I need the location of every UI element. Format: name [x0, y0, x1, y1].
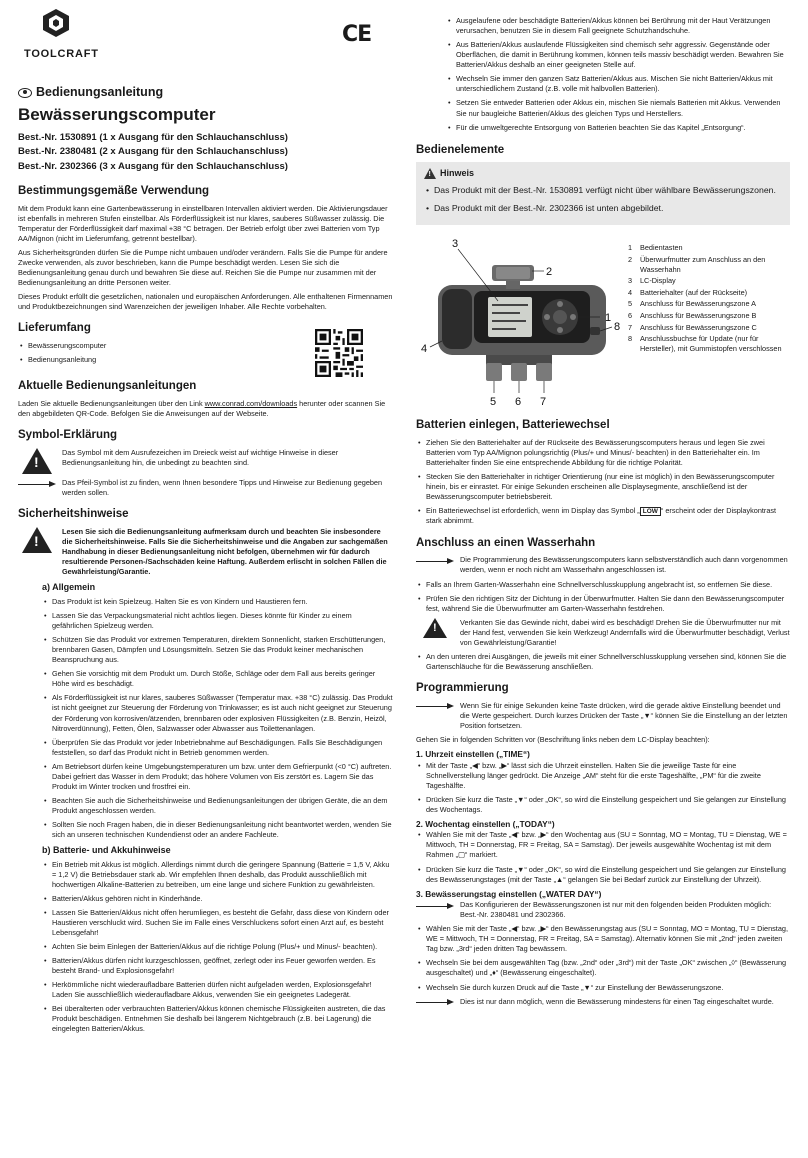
step-list [416, 830, 790, 884]
list-item: • Schützen Sie das Produkt vor extremen Temperaturen, direktem Sonnenlicht, starken Erschütterungen, brennbaren Gasen, Dämpfen und Lösungsmitteln. Setzen Sie das Produkt keiner mechanischen Beanspruchung aus. [42, 635, 393, 665]
doc-type [18, 84, 393, 101]
hint-box [416, 162, 790, 225]
step-list [416, 761, 790, 815]
section-heading-controls: Bedienelemente [416, 143, 505, 156]
battery-list-cont [446, 16, 790, 133]
warning-icon: ! [423, 618, 447, 638]
paragraph: Aus Sicherheitsgründen dürfen Sie die Pumpe nicht umbauen und/oder verändern. Falls Sie die Pumpe für andere Zwecke verwenden, als zuvor beschrieben, kann die Pumpe beschädigt werden. Lesen Sie sich die Bedienungsanleitung genau durch und bewahren Sie diese auf. Reichen Sie die Pumpe nur zusammen mit der Bedienungsanleitung an dritte Personen weiter. [18, 247, 388, 288]
step-note [416, 900, 790, 920]
brand-logo [24, 8, 99, 62]
doc-type-label: Bedienungsanleitung [36, 85, 164, 99]
subheading-general: a) Allgemein [42, 582, 96, 593]
list-item: • Aus Batterien/Akkus auslaufende Flüssigkeiten sind chemisch sehr aggressiv. Gegenstände oder Oberflächen, die damit in Berührung kommen, können teils massiv beschädigt werden. Bewahren Sie Batterien/Akkus deshalb an einer geeigneten Stelle auf. [446, 40, 790, 70]
list-item: • Wechseln Sie durch kurzen Druck auf die Taste „▼“ zur Einstellung der Bewässerungszone. [416, 983, 790, 993]
list-item: • Lassen Sie Batterien/Akkus nicht offen herumliegen, es besteht die Gefahr, dass diese von Kindern oder Haustieren verschluckt wird. Suchen Sie im Falle eines Verschluckens sofort einen Arzt auf, es besteht Lebensgefahr! [42, 908, 393, 938]
eye-icon [18, 88, 32, 98]
callout-8: 8 [614, 321, 621, 334]
callout-5: 5 [490, 396, 497, 409]
batteries-list [416, 438, 790, 527]
battery-list [42, 860, 393, 1035]
section-heading-symbols: Symbol-Erklärung [18, 429, 118, 442]
warning-text: Verkanten Sie das Gewinde nicht, dabei wird es beschädigt! Drehen Sie die Überwurfmutter nur mit der Hand fest, verwenden Sie kein Werkzeug! Andernfalls wird die Überwurfmutter beschädigt, Verlust von Gewährleistung/Garantie! [460, 617, 790, 647]
legend-number: 3 [628, 276, 633, 286]
legend-number: 7 [628, 322, 633, 332]
legend-text: Bedientasten [640, 243, 683, 253]
list-item: • Drücken Sie kurz die Taste „▼“ oder „OK“, so wird die Einstellung gespeichert und Sie gelangen zur Einstellung des Bewässerungstages (mit der Taste „▲“ gelangen Sie bei Bedarf zurück zur Einstellung der Uhrzeit). [416, 865, 790, 885]
note-text: Wenn Sie für einige Sekunden keine Taste drücken, wird die gerade aktive Einstellung beendet und die Werte gespeichert. Durch kurzes Drücken der Taste „▼“ können Sie die Einstellung an der letzten Position fortsetzen. [460, 700, 788, 731]
step-heading-today: 2. Wochentag einstellen („TODAY“) [416, 818, 555, 829]
list-item: • Beachten Sie auch die Sicherheitshinweise und Bedienungsanleitungen der übrigen Geräte, die an dem Produkt angeschlossen werden. [42, 796, 393, 816]
legend-number: 4 [628, 287, 633, 297]
symbol-row-arrow [18, 478, 393, 498]
note-text: Dies ist nur dann möglich, wenn die Bewässerung mindestens für einen Tag eingeschaltet wurde. [460, 996, 774, 1006]
legend-number: 6 [628, 310, 633, 320]
list-item: • Herkömmliche nicht wiederaufladbare Batterien dürfen nicht aufgeladen werden, Explosionsgefahr! Laden Sie ausschließlich wiederaufladbare Akkus, verwenden Sie ein geeignetes Ladegerät. [42, 980, 393, 1000]
legend-item [628, 276, 790, 286]
subheading-battery: b) Batterie- und Akkuhinweise [42, 845, 171, 856]
legend-number: 2 [628, 254, 633, 264]
list-item: • Gehen Sie vorsichtig mit dem Produkt um. Durch Stöße, Schläge oder dem Fall aus bereits geringer Höhe wird es beschädigt. [42, 669, 393, 689]
step-heading-waterday: 3. Bewässerungstag einstellen („WATER DAY“) [416, 888, 602, 899]
hint-title [424, 167, 782, 179]
legend-item [628, 323, 790, 333]
list-item: • Als Förderflüssigkeit ist nur klares, sauberes Süßwasser (Temperatur max. +38 °C) zulässig. Das Produkt ist nicht geeignet zur Steuerung der Förderung von Trinkwasser; es ist auch nicht geeignet zur Steuerung der Förderung von korrosiven/ätzenden, brennbaren oder explosiven Flüssigkeiten (z.B. Benzin, Heizöl, Nitroverdünnung), Fetten, Ölen, Salzwasser oder Abwasser aus Toilettenanlagen. [42, 693, 393, 733]
toolcraft-logo-icon [41, 8, 71, 38]
general-list [42, 597, 393, 840]
note-text: Die Programmierung des Bewässerungscomputers kann selbstverständlich auch dann vorgenommen werden, wenn er noch nicht am Wasserhahn angeschlossen ist. [460, 555, 788, 575]
section-heading-use: Bestimmungsgemäße Verwendung [18, 184, 210, 197]
list-item: • Batterien/Akkus gehören nicht in Kinderhände. [42, 894, 393, 904]
hint-title-label: Hinweis [440, 168, 475, 179]
section-heading-batteries: Batterien einlegen, Batteriewechsel [416, 419, 610, 432]
legend-item [628, 334, 790, 354]
list-item: • Das Produkt mit der Best.-Nr. 1530891 verfügt nicht über wählbare Bewässerungszonen. [424, 184, 782, 197]
warning-icon: ! [22, 448, 52, 474]
list-item: • Bei überalterten oder verbrauchten Batterien/Akkus können chemische Flüssigkeiten austreten, die das Produkt beschädigen. Entnehmen Sie deshalb bei längerem Nichtgebrauch (z.B. bei Lagerung) die eingelegten Batterien/Akkus. [42, 1004, 393, 1034]
tap-warning [416, 618, 790, 648]
text-fragment: Laden Sie aktuelle Bedienungsanleitungen über den Link [18, 399, 205, 409]
text-fragment: “ erscheint oder der Displaykontrast stark abnimmt. [426, 506, 777, 526]
list-item: • Für die umweltgerechte Entsorgung von Batterien beachten Sie das Kapitel „Entsorgung“. [446, 123, 790, 133]
legend-number: 1 [628, 243, 633, 253]
list-item: • Wechseln Sie bei dem ausgewählten Tag (bzw. „2nd“ oder „3rd“) mit der Taste „OK“ zwischen „◊“ (Bewässerung ausgeschaltet) und „♦“ (Bewässerung eingeschaltet). [416, 958, 790, 978]
tap-note [416, 555, 790, 575]
tap-list [416, 580, 790, 614]
list-item: • Achten Sie beim Einlegen der Batterien/Akkus auf die richtige Polung (Plus/+ und Minus/- beachten). [42, 942, 393, 952]
paragraph: Mit dem Produkt kann eine Gartenbewässerung in einstellbaren Intervallen aktiviert werden. Die Aktivierungsdauer ist ebenfalls in mehreren Stufen einstellbar. Als Förderflüssigkeit ist nur klares, sauberes Süßwasser zulässig. Die Temperatur der Förderflüssigkeit darf maximal +38 °C betragen. Der Betrieb erfolgt über zwei Batterien vom Typ AA/Mignon (nicht im Lieferumfang, getrennt bestellbar). [18, 203, 388, 243]
current-manuals-text [18, 399, 393, 419]
list-item: • Prüfen Sie den richtigen Sitz der Dichtung in der Überwurfmutter. Halten Sie dann den Bewässerungscomputer fest, während Sie die Überwurfmutter am Garten-Wasserhahn festdrehen. [416, 594, 790, 614]
list-item: • Am Betriebsort dürfen keine Umgebungstemperaturen um bzw. unter dem Gefrierpunkt (<0 °C) auftreten. Dabei gefriert das Wasser in dem Produkt; das höhere Volumen von Eis zerstört es. Lagern Sie das Produkt im Winter trocken und frostfrei ein. [42, 762, 393, 792]
legend-text: Batteriehalter (auf der Rückseite) [640, 287, 748, 297]
legend-number: 5 [628, 299, 633, 309]
text-fragment: herunter oder scannen Sie den abgebildeten QR-Code. Befolgen Sie die Anweisungen auf der Webseite. [18, 399, 386, 419]
legend-item [628, 243, 790, 253]
legend-item [628, 255, 790, 275]
legend-text: Anschluss für Bewässerungszone B [640, 310, 757, 320]
warning-icon: ! [424, 168, 436, 179]
final-note [416, 997, 790, 1007]
paragraph: Dieses Produkt erfüllt die gesetzlichen, nationalen und europäischen Anforderungen. Alle enthaltenen Firmennamen und Produktbezeichnungen sind Warenzeichen der jeweiligen Inhaber. Alle Rechte vorbehalten. [18, 292, 393, 312]
list-item: • An den unteren drei Ausgängen, die jeweils mit einer Schnellverschlusskupplung versehen sind, können Sie die Gartenschläuche für die Bewässerung anschließen. [416, 652, 790, 672]
arrow-icon [416, 557, 454, 565]
device-body [438, 265, 606, 381]
section-heading-prog: Programmierung [416, 682, 509, 695]
list-item: • Ziehen Sie den Batteriehalter auf der Rückseite des Bewässerungscomputers heraus und legen Sie zwei Batterien vom Typ AA/Mignon polungsrichtig (Plus/+ und Minus/- beachten) in den Batteriehalter ein. Im Batteriehalter finden Sie eine entsprechende Abbildung für die richtige Polarität. [416, 438, 790, 468]
tap-list-2 [416, 652, 790, 672]
text-fragment: Ein Batteriewechsel ist erforderlich, wenn im Display das Symbol „ [426, 506, 640, 516]
callout-2: 2 [546, 266, 553, 279]
list-item: • Wechseln Sie immer den ganzen Satz Batterien/Akkus aus. Mischen Sie nicht Batterien/Akkus mit unterschiedlichem Zustand (z.B. volle mit halbvollen Batterien). [446, 74, 790, 94]
list-item: • Mit der Taste „◀“ bzw. „▶“ lässt sich die Uhrzeit einstellen. Halten Sie die jeweilige Taste für eine Schnellverstellung länger gedrückt. Die Anzeige „AM“ steht für die erste Tageshälfte, „PM“ für die zweite Tageshälfte. [416, 761, 790, 791]
list-item: • Stecken Sie den Batteriehalter in richtiger Orientierung (nur eine ist möglich) in den Bewässerungscomputer hinein, bis er einrastet. Für einige Sekunden erscheinen alle Displaysegmente, anschließend ist der Bewässerungscomputer betriebsbereit. [416, 472, 790, 502]
right-column [416, 0, 790, 1011]
arrow-icon [18, 480, 56, 488]
list-item: • Setzen Sie entweder Batterien oder Akkus ein, mischen Sie niemals Batterien mit Akkus. Verwenden Sie nur baugleiche Batterien/Akkus des gleichen Typs und Herstellers. [446, 98, 790, 118]
download-link[interactable]: www.conrad.com/downloads [204, 399, 298, 409]
legend-number: 8 [628, 334, 633, 344]
list-item: • Wählen Sie mit der Taste „◀“ bzw. „▶“ den Bewässerungstag aus (SU = Sonntag, MO = Montag, TU = Dienstag, WE = Mittwoch, TH = Donnerstag, FR = Freitag, SA = Samstag). Alternativ können Sie mit „2nd“ jeden zweiten Tag bzw. „3rd“ jeden dritten Tag bewässern. [416, 924, 790, 954]
list-item: • Wählen Sie mit der Taste „◀“ bzw. „▶“ den Wochentag aus (SU = Sonntag, MO = Montag, TU = Dienstag, WE = Mittwoch, TH = Donnerstag, FR = Freitag, SA = Samstag). Der jeweils ausgewählte Wochentag ist mit dem Rahmen „▢“ markiert. [416, 830, 790, 860]
callout-4: 4 [421, 343, 428, 356]
hint-list [424, 184, 782, 214]
legend-item [628, 311, 790, 321]
list-item: • Ein Betrieb mit Akkus ist möglich. Allerdings nimmt durch die geringere Spannung (Batterie = 1,5 V, Akku = 1,2 V) die Betriebsdauer stark ab. Wir empfehlen Ihnen deshalb, das Produkt ausschließlich mit hochwertigen Alkaline-Batterien zu betreiben, um eine lange und sichere Funktion zu gewährleisten. [42, 860, 393, 890]
safety-intro-text: Lesen Sie sich die Bedienungsanleitung aufmerksam durch und beachten Sie insbesondere die Sicherheitshinweise. Falls Sie die Sicherheitshinweise und die Angaben zur sachgemäßen Handhabung in dieser Bedienungsanleitung nicht befolgen, übernehmen wir für dadurch resultierende Personen-/Sachschäden keine Haftung. Außerdem erlischt in solchen Fällen die Gewährleistung/Garantie. [62, 527, 388, 577]
step-heading-time: 1. Uhrzeit einstellen („TIME“) [416, 749, 530, 760]
arrow-icon [416, 902, 454, 910]
device-figure [416, 231, 790, 409]
symbol-row-warning [18, 448, 393, 474]
list-item: • Lassen Sie das Verpackungsmaterial nicht achtlos liegen. Dieses könnte für Kinder zu einem gefährlichen Spielzeug werden. [42, 611, 393, 631]
section-heading-tap: Anschluss an einen Wasserhahn [416, 536, 596, 549]
callout-6: 6 [515, 396, 522, 409]
low-battery-icon: LOW [640, 507, 661, 516]
step-list [416, 924, 790, 992]
callout-7: 7 [540, 396, 547, 409]
qr-code-icon[interactable] [315, 329, 363, 377]
arrow-icon [416, 999, 454, 1007]
list-item: • Drücken Sie kurz die Taste „▼“ oder „OK“, so wird die Einstellung gespeichert und Sie gelangen zur Einstellung des Wochentags. [416, 795, 790, 815]
lcd-display [488, 297, 532, 337]
symbol-text: Das Symbol mit dem Ausrufezeichen im Dreieck weist auf wichtige Hinweise in dieser Bedienungsanleitung hin, die unbedingt zu beachten sind. [62, 448, 339, 468]
list-item: • Bedienungsanleitung [18, 355, 393, 365]
list-item: • Falls an Ihrem Garten-Wasserhahn eine Schnellverschlusskupplung angebracht ist, so entfernen Sie diese. [416, 580, 790, 590]
order-number: Best.-Nr. 2302366 (3 x Ausgang für den Schlauchanschluss) [18, 161, 288, 173]
section-heading-safety: Sicherheitshinweise [18, 508, 129, 521]
device-legend [628, 231, 790, 409]
callout-3: 3 [452, 238, 459, 251]
brand-name: TOOLCRAFT [24, 48, 99, 61]
section-heading-scope: Lieferumfang [18, 322, 91, 335]
warning-icon: ! [22, 527, 52, 553]
safety-intro [18, 527, 393, 577]
legend-text: Anschlussbuchse für Update (nur für Hersteller), mit Gummistopfen verschlossen [640, 334, 782, 354]
legend-text: LC-Display [640, 276, 676, 286]
device-illustration [416, 231, 624, 409]
list-item: • Batterien/Akkus dürfen nicht kurzgeschlossen, geöffnet, zerlegt oder ins Feuer geworfen werden. Es besteht Brand- und Explosionsgefahr! [42, 956, 393, 976]
order-number: Best.-Nr. 1530891 (1 x Ausgang für den Schlauchanschluss) [18, 131, 288, 143]
list-item: • Das Produkt ist kein Spielzeug. Halten Sie es von Kindern und Haustieren fern. [42, 597, 393, 607]
section-heading-current: Aktuelle Bedienungsanleitungen [18, 380, 197, 393]
legend-item [628, 288, 790, 298]
list-item [416, 506, 790, 526]
list-item: • Überprüfen Sie das Produkt vor jeder Inbetriebnahme auf Beschädigungen. Falls Sie Beschädigungen feststellen, so darf das Produkt nicht in Betrieb genommen werden. [42, 738, 393, 758]
paragraph: Gehen Sie in folgenden Schritten vor (Beschriftung links neben dem LC-Display beachten): [416, 735, 710, 745]
list-item: • Das Produkt mit der Best.-Nr. 2302366 ist unten abgebildet. [424, 202, 782, 215]
symbol-text: Das Pfeil-Symbol ist zu finden, wenn Ihnen besondere Tipps und Hinweise zur Bedienung gegeben werden sollen. [62, 478, 383, 498]
header [18, 0, 393, 82]
doc-title: Bewässerungscomputer [18, 105, 216, 125]
legend-text: Überwurfmutter zum Anschluss an den Wasserhahn [640, 254, 766, 274]
legend-item [628, 299, 790, 309]
note-text: Das Konfigurieren der Bewässerungszonen ist nur mit den folgenden beiden Produkten möglich: Best.-Nr. 2380481 und 2302366. [460, 900, 772, 920]
list-item: • Ausgelaufene oder beschädigte Batterien/Akkus können bei Berührung mit der Haut Verätzungen verursachen, benutzen Sie in diesem Fall geeignete Schutzhandschuhe. [446, 16, 790, 36]
prog-note [416, 701, 790, 731]
ce-mark: CE [342, 22, 372, 47]
left-column [18, 0, 393, 1039]
callout-1: 1 [605, 312, 612, 325]
arrow-icon [416, 703, 454, 711]
list-item: • Sollten Sie noch Fragen haben, die in dieser Bedienungsanleitung nicht beantwortet werden, wenden Sie sich an unseren technischen Kundendienst oder an andere Fachleute. [42, 820, 393, 840]
legend-text: Anschluss für Bewässerungszone A [640, 299, 757, 309]
list-item: • Bewässerungscomputer [18, 341, 393, 351]
legend-text: Anschluss für Bewässerungszone C [640, 322, 757, 332]
order-number: Best.-Nr. 2380481 (2 x Ausgang für den Schlauchanschluss) [18, 146, 288, 158]
